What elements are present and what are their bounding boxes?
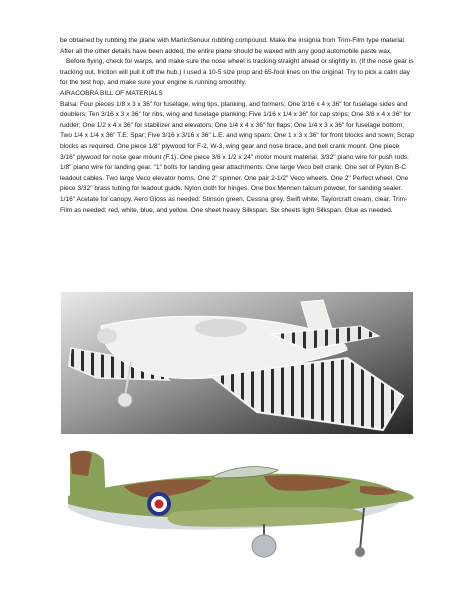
airacobra-color-illustration xyxy=(64,446,416,564)
nose-spinner xyxy=(97,328,117,344)
main-wheel xyxy=(252,535,276,557)
bill-of-materials-heading: AIRACOBRA BILL OF MATERIALS xyxy=(60,89,163,97)
paragraph-1: be obtained by rubbing the plane with MartinSenour rubbing compound. Make the insignia from Trim-Film type material. After all the other details have been added, the entire plane should be waxed with any good automobile paste wax. xyxy=(60,37,406,55)
bill-of-materials-list: Balsa: Four pieces 1/8 x 3 x 36" for fuselage, wing tips, planking, and formers; One 3/16 x 4 x 36" for fuselage sides and doublers; Ten 3/16 x 3 x 36" for ribs, wing and fuselage planking; Five 1/16 x 1/4 x 36" for cap strips; One 3/8 x 4 x 36" for rudder; One 1/2 x 4 x 36" for stabilizer and elevators; One 1/4 x 4 x 36" for flaps; One 1/4 x 3 x 36" for fuselage bottom; Two 1/4 x 1/4 x 36" T.E. Spar; Five 3/16 x 3/16 x 36" L.E. and wing spars; One 1 x 3 x 36" for front blocks and sown; Scrap blocks as required. One piece 1/8" plywood for F-2, W-3, wing gear and nose brace, and bell crank mount. One piece 3/16" plywood for nose gear mount (F.1). One piece 3/8 x 1/2 x 24" motor mount material. 3/32" piano wire for push rods. 1/8" piano wire for landing gear. "1" bolts for landing gear attachments. One large Veco bell crank. One set of Pylon B-C leadout cables. Two large Veco elevator horns. One 2" spinner. One pair 2-1/2" Veco wheels. One 2" Perfect wheel. One piece 3/32" brass tubing for leadout guide. Nylon cloth for hinges. One box Mennen talcum powder, for sanding sealer. 1/16" Acetate for canopy. Aero Gloss as needed: Stinson green, Cessna grey, Swift white, Taylorcraft cream, clear. Trim-Film as needed: red, white, blue, and yellow. One sheet heavy Silkspan. Six sheets light Silkspan. Glue as needed. xyxy=(60,100,415,214)
nose-wheel xyxy=(355,547,365,557)
nose-wheel xyxy=(118,393,132,407)
spinner xyxy=(396,490,414,502)
wing xyxy=(168,507,365,527)
model-framework-photo xyxy=(61,292,413,434)
article-text xyxy=(60,36,416,216)
paragraph-2: Before flying, check for warps, and make sure the nose wheel is tracking straight ahead or slightly in. (If the nose gear is tracking out, friction will pull it off the hub.) I used a 10-5 size prop and 65-foot lines on the original. Try to pick a calm day for the test hop, and make sure your engine is running smoothly. xyxy=(60,58,414,87)
canopy xyxy=(195,319,247,337)
roundel-center xyxy=(155,500,164,509)
